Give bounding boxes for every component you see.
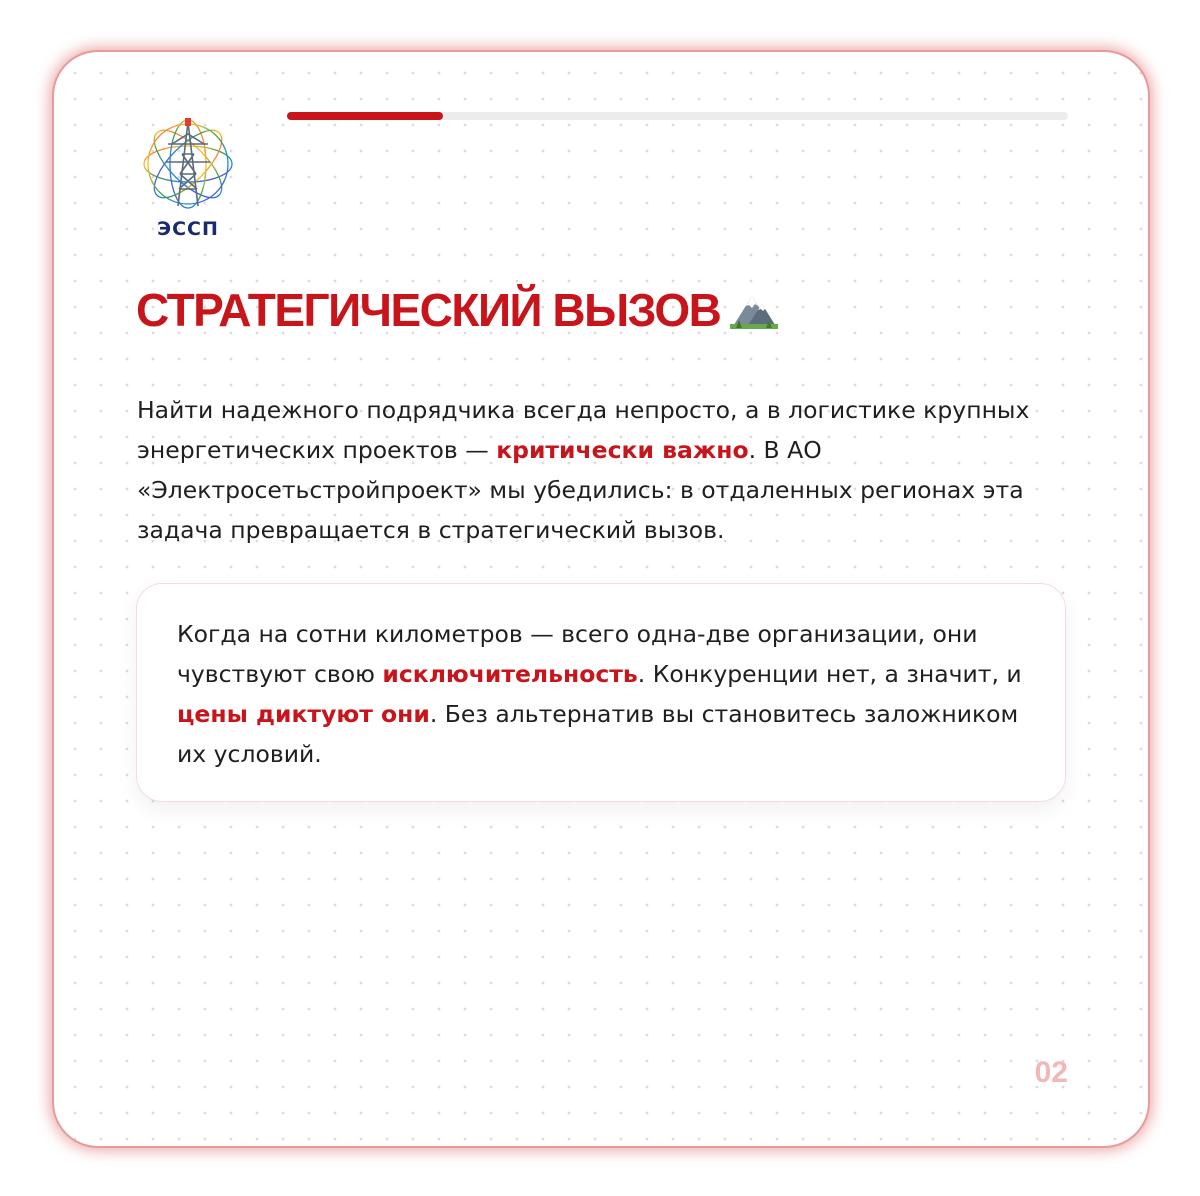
mountain-icon bbox=[730, 290, 778, 330]
quote-text-end: . Без альтернатив вы становитесь заложником их условий. bbox=[177, 700, 1019, 768]
quote-text: Когда на сотни километров — всего одна-две организации, они чувствуют свою bbox=[177, 620, 978, 688]
quote-text-middle: . Конкуренции нет, а значит, и bbox=[637, 660, 1022, 688]
intro-text-end: . В АО «Электросетьстройпроект» мы убедились: в отдаленных регионах эта задача превращается в стратегический вызов. bbox=[137, 436, 1024, 544]
logo-text: ЭССП bbox=[157, 218, 219, 240]
slide-card bbox=[54, 52, 1148, 1146]
intro-highlight: критически важно bbox=[496, 436, 749, 464]
progress-bar bbox=[287, 112, 1068, 120]
power-tower-logo-icon bbox=[138, 114, 238, 214]
intro-paragraph bbox=[137, 390, 1067, 550]
company-logo bbox=[138, 114, 238, 240]
quote-box bbox=[136, 583, 1066, 802]
progress-bar-fill bbox=[287, 112, 443, 120]
quote-highlight-exclusivity: исключительность bbox=[382, 660, 638, 688]
quote-paragraph bbox=[177, 614, 1037, 774]
page-number: 02 bbox=[1034, 1056, 1068, 1089]
quote-highlight-prices: цены диктуют они bbox=[177, 700, 430, 728]
page-title: СТРАТЕГИЧЕСКИЙ ВЫЗОВ bbox=[136, 284, 721, 336]
title-row bbox=[136, 280, 778, 340]
intro-text: Найти надежного подрядчика всегда непросто, а в логистике крупных энергетических проектов — bbox=[137, 396, 1030, 464]
